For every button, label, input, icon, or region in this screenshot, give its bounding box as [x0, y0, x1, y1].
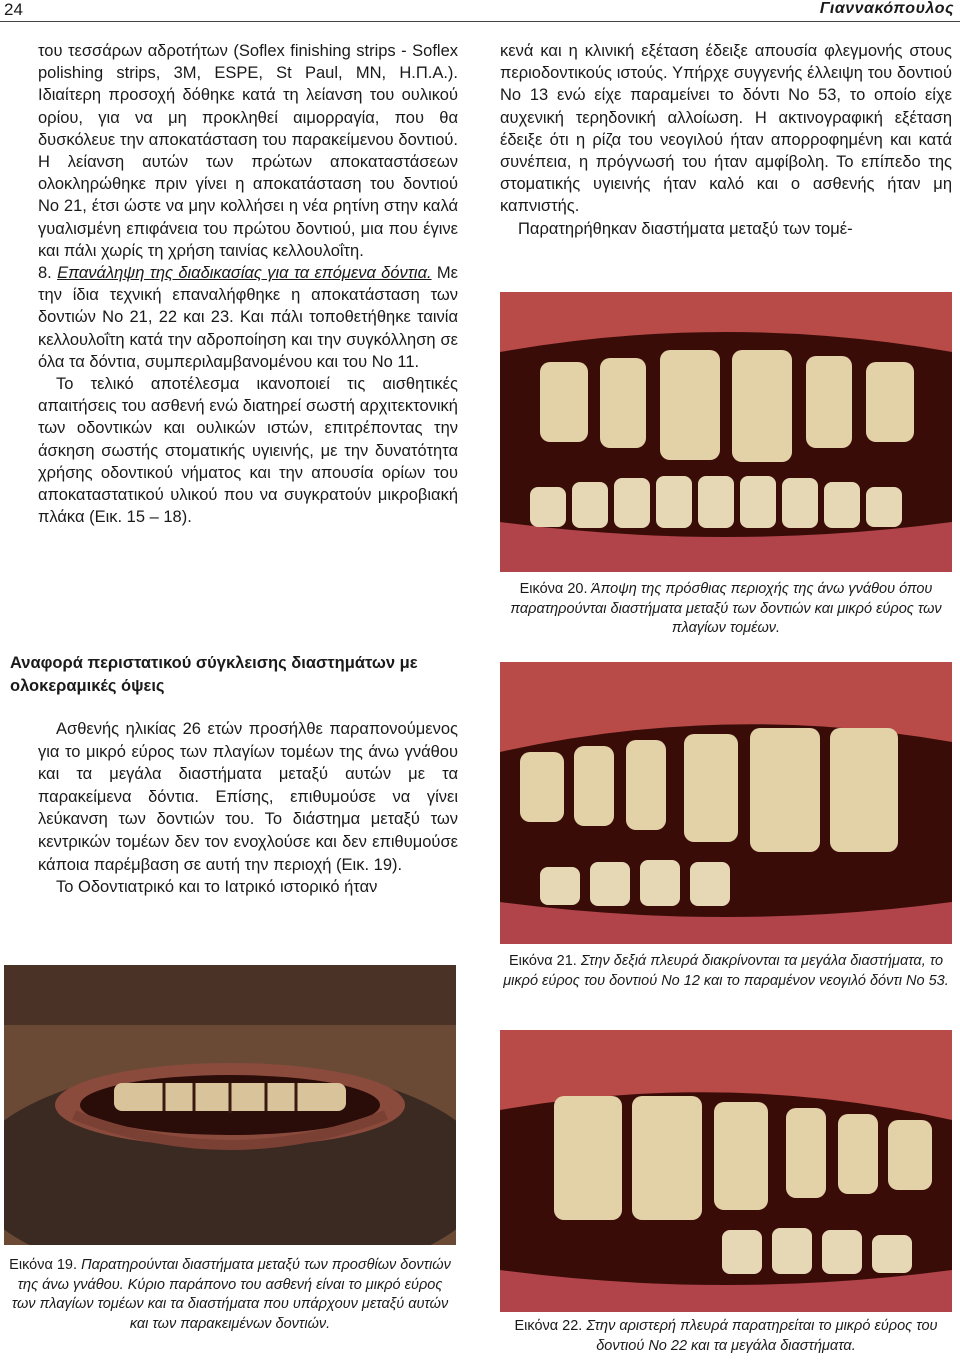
case-text [38, 718, 458, 899]
smile-photo-image [4, 965, 456, 1245]
paragraph: Ασθενής ηλικίας 26 ετών προσήλθε παραπονούμενος για το μικρό εύρος των πλαγίων τομέων της άνω γνάθου και τα μεγάλα διαστήματα μεταξύ αυτών με τα παρακείμενα δόντια. Επίσης, επιθυμούσε να γίνει λεύκανση των δοντιών του. Το διάστημα μεταξύ των κεντρικών τομέων δεν τον ενοχλούσε και δεν επιθυμούσε κάποια παρέμβαση σε αυτή την περιοχή (Εικ. 19). [38, 720, 458, 874]
caption-label: Εικόνα 22. [514, 1318, 583, 1334]
caption-label: Εικόνα 19. [9, 1257, 78, 1273]
paragraph: Παρατηρήθηκαν διαστήματα μεταξύ των τομέ- [518, 219, 853, 238]
section-heading: Αναφορά περιστατικού σύγκλεισης διαστημάτων με ολοκεραμικές όψεις [10, 654, 418, 695]
figure-19-caption [4, 1256, 456, 1334]
caption-text: Στην αριστερή πλευρά παρατηρείται το μικρό εύρος του δοντιού Νο 22 και τα μεγάλα διαστήματα. [586, 1318, 938, 1354]
step-title: Επανάληψη της διαδικασίας για τα επόμενα δόντια. [57, 264, 432, 283]
caption-text: Στην δεξιά πλευρά διακρίνονται τα μεγάλα διαστήματα, το μικρό εύρος του δοντιού Νο 12 και το παραμένον νεογιλό δόντι Νο 53. [503, 953, 949, 989]
paragraph: κενά και η κλινική εξέταση έδειξε απουσία φλεγμονής στους περιοδοντικούς ιστούς. Υπήρχε συγγενής έλλειψη του δοντιού Νο 13 ενώ είχε παραμείνει το δόντι Νο 53, το οποίο είχε αυχενική τερηδονική αλλοίωση. Η ακτινογραφική εξέταση έδειξε ότι η ρίζα του νεογιλού ήταν απορροφημένη και κατά συνέπεια, η πρόγνωσή του ήταν αμφίβολη. Το επίπεδο της στοματικής υγιεινής ήταν καλό και ο ασθενής ήταν μη καπνιστής. [500, 42, 952, 216]
figure-20-caption [500, 580, 952, 639]
paragraph: του τεσσάρων αδροτήτων (Soflex finishing strips - Soflex polishing strips, 3M, ESPE, St Paul, MN, Η.Π.Α.). Ιδιαίτερη προσοχή δόθηκε κατά τη λείανση του ουλικού ορίου, για να μη προκληθεί αιμορραγία, που θα δυσκόλευε την αποκατάσταση του παρακείμενου δοντιού. Η λείανση αυτών των πρώτων αποκαταστάσεων ολοκληρώθηκε πριν γίνει η αποκατάσταση του δοντιού Νο 21, έτσι ώστε να μην κολλήσει η νέα ρητίνη στην καλά γυαλισμένη επιφάνεια του πρώτου δοντιού, μια που έγινε και πάλι χωρίς τη χρήση ταινίας κελλουλοΐτη. [38, 42, 458, 260]
running-author: Γιαννακόπουλος [819, 0, 954, 17]
step-number: 8. [38, 264, 52, 283]
figure-21-photo [500, 662, 952, 944]
paragraph: Το Οδοντιατρικό και το Ιατρικό ιστορικό ήταν [56, 878, 378, 897]
figure-21-caption [500, 952, 952, 991]
figure-22-photo [500, 1030, 952, 1312]
page-header [0, 0, 960, 22]
caption-text: Παρατηρούνται διαστήματα μεταξύ των προσθίων δοντιών της άνω γνάθου. Κύριο παράπονο του ασθενή είναι το μικρό εύρος των πλαγίων τομέων και τα διαστήματα που υπάρχουν μεταξύ αυτών και των παρακειμένων δοντιών. [11, 1257, 451, 1332]
right-side-view-image [500, 662, 952, 944]
anterior-view-image [500, 292, 952, 572]
left-side-view-image [500, 1030, 952, 1312]
figure-22-caption [500, 1317, 952, 1356]
figure-20-photo [500, 292, 952, 572]
right-column-text [500, 40, 952, 240]
step-text: Με την ίδια τεχνική επαναλήφθηκε η αποκατάσταση των δοντιών Νο 21, 22 και 23. Και πάλι τοποθετήθηκε ταινία κελλουλοΐτη κατά την αδροποίηση και την συγκόλληση σε όλα τα δόντια, συμπεριλαμβανομένου και του Νο 11. [38, 264, 458, 371]
caption-label: Εικόνα 21. [508, 953, 577, 969]
figure-19-photo [4, 965, 456, 1245]
caption-label: Εικόνα 20. [519, 581, 588, 597]
paragraph: Το τελικό αποτέλεσμα ικανοποιεί τις αισθητικές απαιτήσεις του ασθενή ενώ διατηρεί σωστή αρχιτεκτονική των οδοντικών και ουλικών ιστών, επιτρέποντας την άσκηση σωστής στοματικής υγιεινής, με την δυνατότητα χρήσης οδοντικού νήματος και την απουσία ορίων του αποκαταστατικού υλικού που να συγκρατούν μικροβιακή πλάκα (Εικ. 15 – 18). [38, 375, 458, 527]
caption-text: Άποψη της πρόσθιας περιοχής της άνω γνάθου όπου παρατηρούνται διαστήματα μεταξύ των δοντιών και μικρό εύρος των πλαγίων τομέων. [510, 581, 942, 636]
step-8 [38, 262, 458, 373]
left-column-text [38, 40, 458, 528]
page-number: 24 [4, 0, 23, 19]
header-rule [0, 21, 960, 22]
